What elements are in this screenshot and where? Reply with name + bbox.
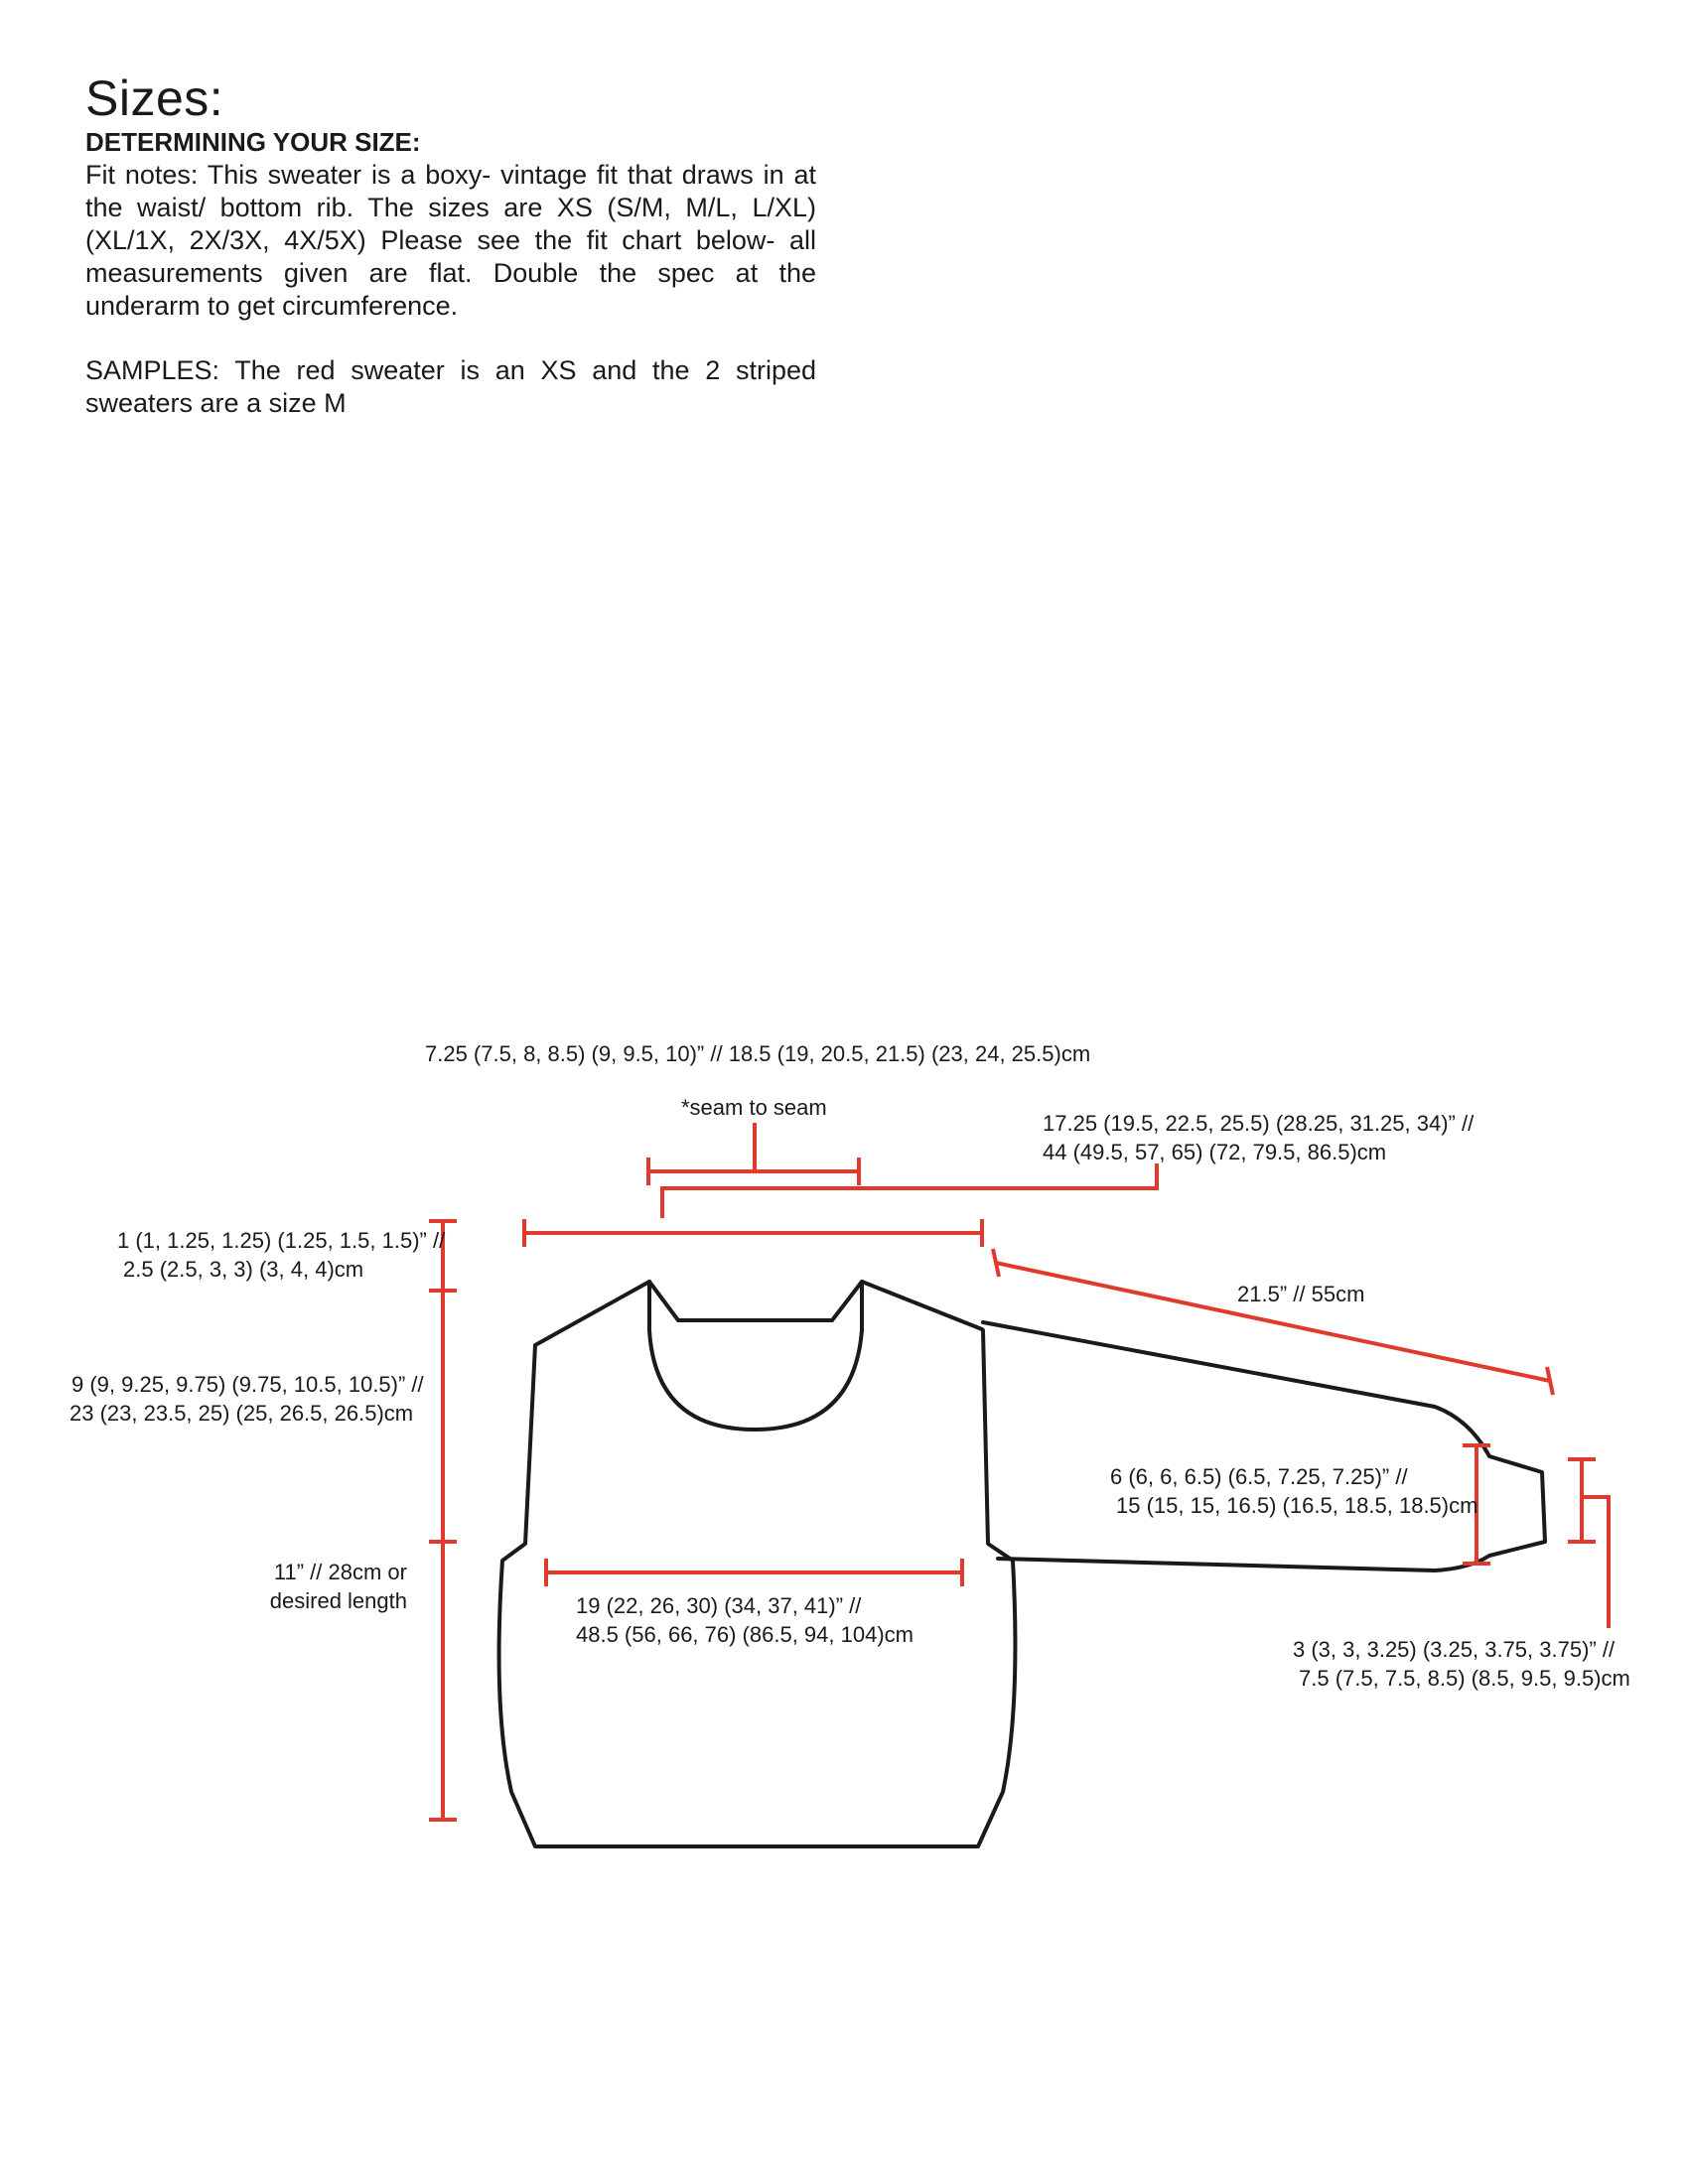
page-title: Sizes: <box>85 70 224 126</box>
label-neck-depth-cm: 2.5 (2.5, 3, 3) (3, 4, 4)cm <box>123 1257 364 1282</box>
measurement-lines <box>429 1123 1609 1820</box>
label-cuff-width-in: 6 (6, 6, 6.5) (6.5, 7.25, 7.25)” // <box>1110 1464 1408 1489</box>
label-wrist-rib-cm: 7.5 (7.5, 7.5, 8.5) (8.5, 9.5, 9.5)cm <box>1299 1666 1630 1691</box>
label-wrist-rib-in: 3 (3, 3, 3.25) (3.25, 3.75, 3.75)” // <box>1293 1637 1616 1662</box>
chest-width-marker <box>546 1559 962 1586</box>
label-neck-width: 7.25 (7.5, 8, 8.5) (9, 9.5, 10)” // 18.5 (19, 20.5, 21.5) (23, 24, 25.5)cm <box>425 1041 1091 1066</box>
body-outline <box>499 1282 1016 1846</box>
samples-note: SAMPLES: The red sweater is an XS and the 2 striped sweaters are a size M <box>85 355 816 418</box>
wrist-rib-marker <box>1568 1459 1609 1628</box>
upper-width-marker <box>524 1219 982 1247</box>
sleeve-length-marker <box>993 1249 1553 1395</box>
section-subheading: DETERMINING YOUR SIZE: <box>85 127 421 157</box>
label-chest-width-cm: 48.5 (56, 66, 76) (86.5, 94, 104)cm <box>576 1622 914 1647</box>
label-sleeve-length: 21.5” // 55cm <box>1237 1282 1365 1306</box>
label-neck-depth-in: 1 (1, 1.25, 1.25) (1.25, 1.5, 1.5)” // <box>117 1228 446 1253</box>
label-chest-width-in: 19 (22, 26, 30) (34, 37, 41)” // <box>576 1593 862 1618</box>
label-body-length: 11” // 28cm or <box>273 1560 407 1584</box>
sleeve-outline <box>983 1322 1545 1570</box>
label-seam-note: *seam to seam <box>681 1095 827 1120</box>
neckline-curve <box>649 1282 862 1430</box>
label-armhole-depth-cm: 23 (23, 23.5, 25) (25, 26.5, 26.5)cm <box>70 1401 414 1426</box>
label-body-length-note: desired length <box>269 1588 407 1613</box>
label-shoulder-width-in: 17.25 (19.5, 22.5, 25.5) (28.25, 31.25, 34)” // <box>1043 1111 1475 1136</box>
label-cuff-width-cm: 15 (15, 15, 16.5) (16.5, 18.5, 18.5)cm <box>1116 1493 1478 1518</box>
seam-to-seam-marker <box>648 1123 859 1185</box>
garment-outline <box>499 1282 1545 1846</box>
fit-notes: Fit notes: This sweater is a boxy- vintage fit that draws in at the waist/ bottom rib. The sizes are XS (S/M, M/L, L/XL) (XL/1X, 2X/3X, 4X/5X) Please see the fit chart below- all measurements given are flat. Double the spec at the underarm to get circumference. <box>85 160 816 321</box>
vertical-length-marker <box>429 1221 457 1820</box>
label-shoulder-width-cm: 44 (49.5, 57, 65) (72, 79.5, 86.5)cm <box>1043 1140 1387 1164</box>
label-armhole-depth-in: 9 (9, 9.25, 9.75) (9.75, 10.5, 10.5)” // <box>71 1372 424 1397</box>
